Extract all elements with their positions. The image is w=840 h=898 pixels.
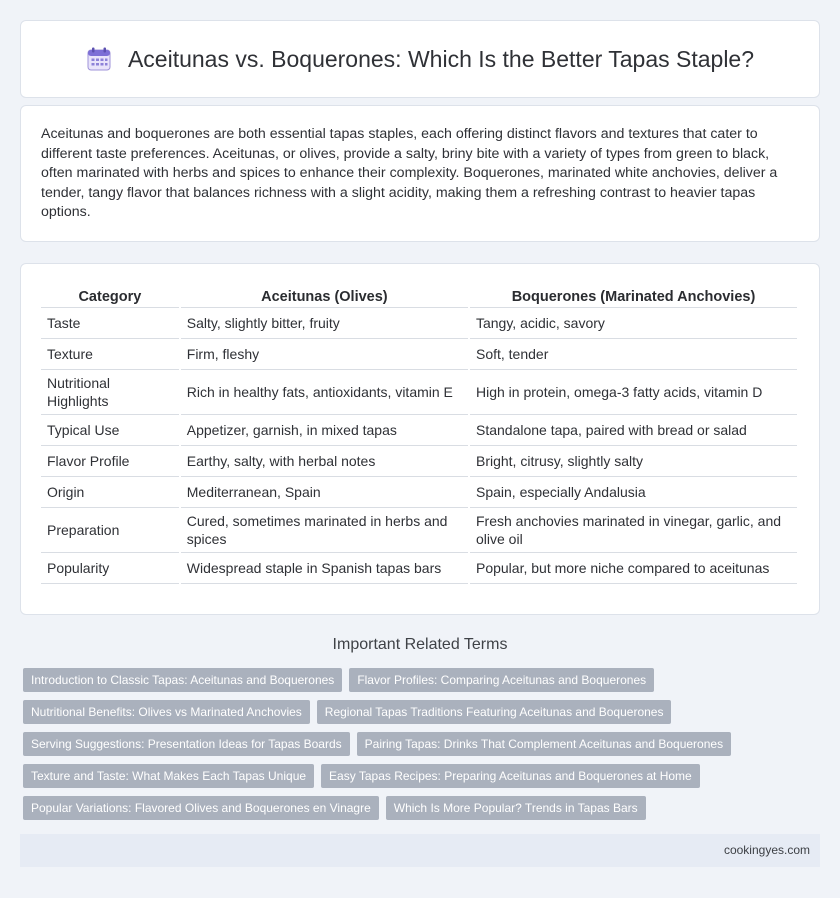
page-title: Aceitunas vs. Boquerones: Which Is the Better Tapas Staple? xyxy=(127,45,755,72)
related-term-tag[interactable]: Serving Suggestions: Presentation Ideas for Tapas Boards xyxy=(23,732,350,756)
row-boquerones: Soft, tender xyxy=(470,339,797,370)
row-category: Preparation xyxy=(41,508,179,553)
header-category: Category xyxy=(41,286,179,308)
related-term-tag[interactable]: Popular Variations: Flavored Olives and Boquerones en Vinagre xyxy=(23,796,379,820)
row-aceitunas: Cured, sometimes marinated in herbs and spices xyxy=(181,508,468,553)
row-category: Typical Use xyxy=(41,415,179,446)
header-aceitunas: Aceitunas (Olives) xyxy=(181,286,468,308)
table-row xyxy=(41,508,797,553)
table-row xyxy=(41,415,797,446)
related-term-tag[interactable]: Regional Tapas Traditions Featuring Aceitunas and Boquerones xyxy=(317,700,672,724)
row-aceitunas: Widespread staple in Spanish tapas bars xyxy=(181,553,468,584)
row-boquerones: Fresh anchovies marinated in vinegar, garlic, and olive oil xyxy=(470,508,797,553)
row-aceitunas: Appetizer, garnish, in mixed tapas xyxy=(181,415,468,446)
title-card xyxy=(20,20,820,98)
related-terms-title: Important Related Terms xyxy=(332,636,508,653)
row-boquerones: High in protein, omega-3 fatty acids, vitamin D xyxy=(470,370,797,415)
row-aceitunas: Earthy, salty, with herbal notes xyxy=(181,446,468,477)
row-boquerones: Bright, citrusy, slightly salty xyxy=(470,446,797,477)
related-term-tag[interactable]: Nutritional Benefits: Olives vs Marinated Anchovies xyxy=(23,700,310,724)
row-boquerones: Standalone tapa, paired with bread or salad xyxy=(470,415,797,446)
row-category: Origin xyxy=(41,477,179,508)
related-term-tag[interactable]: Introduction to Classic Tapas: Aceitunas and Boquerones xyxy=(23,668,342,692)
related-terms-list xyxy=(23,668,823,828)
row-category: Popularity xyxy=(41,553,179,584)
row-category: Taste xyxy=(41,308,179,339)
row-aceitunas: Firm, fleshy xyxy=(181,339,468,370)
row-category: Nutritional Highlights xyxy=(41,370,179,415)
table-row xyxy=(41,339,797,370)
related-term-tag[interactable]: Pairing Tapas: Drinks That Complement Aceitunas and Boquerones xyxy=(357,732,731,756)
row-aceitunas: Rich in healthy fats, antioxidants, vitamin E xyxy=(181,370,468,415)
footer-site-link[interactable]: cookingyes.com xyxy=(723,843,810,857)
related-term-tag[interactable]: Flavor Profiles: Comparing Aceitunas and Boquerones xyxy=(349,668,654,692)
row-boquerones: Spain, especially Andalusia xyxy=(470,477,797,508)
comparison-table xyxy=(39,286,799,584)
table-row xyxy=(41,370,797,415)
related-term-tag[interactable]: Easy Tapas Recipes: Preparing Aceitunas and Boquerones at Home xyxy=(321,764,700,788)
row-aceitunas: Mediterranean, Spain xyxy=(181,477,468,508)
related-term-tag[interactable]: Which Is More Popular? Trends in Tapas Bars xyxy=(386,796,646,820)
table-row xyxy=(41,477,797,508)
related-term-tag[interactable]: Texture and Taste: What Makes Each Tapas Unique xyxy=(23,764,314,788)
table-row xyxy=(41,446,797,477)
footer xyxy=(20,834,820,867)
row-boquerones: Tangy, acidic, savory xyxy=(470,308,797,339)
header-boquerones: Boquerones (Marinated Anchovies) xyxy=(470,286,797,308)
row-aceitunas: Salty, slightly bitter, fruity xyxy=(181,308,468,339)
comparison-card xyxy=(20,263,820,615)
intro-paragraph: Aceitunas and boquerones are both essential tapas staples, each offering distinct flavors and textures that cater to different taste preferences. Aceitunas, or olives, provide a salty, briny bite with a variety of types from green to black, often marinated with herbs and spices to enhance their complexity. Boquerones, marinated white anchovies, deliver a tender, tangy flavor that balances richness with a slight acidity, making them a refreshing contrast to heavier tapas options. xyxy=(41,126,778,221)
row-boquerones: Popular, but more niche compared to aceitunas xyxy=(470,553,797,584)
row-category: Texture xyxy=(41,339,179,370)
table-row xyxy=(41,553,797,584)
calendar-icon xyxy=(86,46,112,72)
table-header-row xyxy=(41,286,797,308)
table-row xyxy=(41,308,797,339)
row-category: Flavor Profile xyxy=(41,446,179,477)
intro-card xyxy=(20,105,820,242)
